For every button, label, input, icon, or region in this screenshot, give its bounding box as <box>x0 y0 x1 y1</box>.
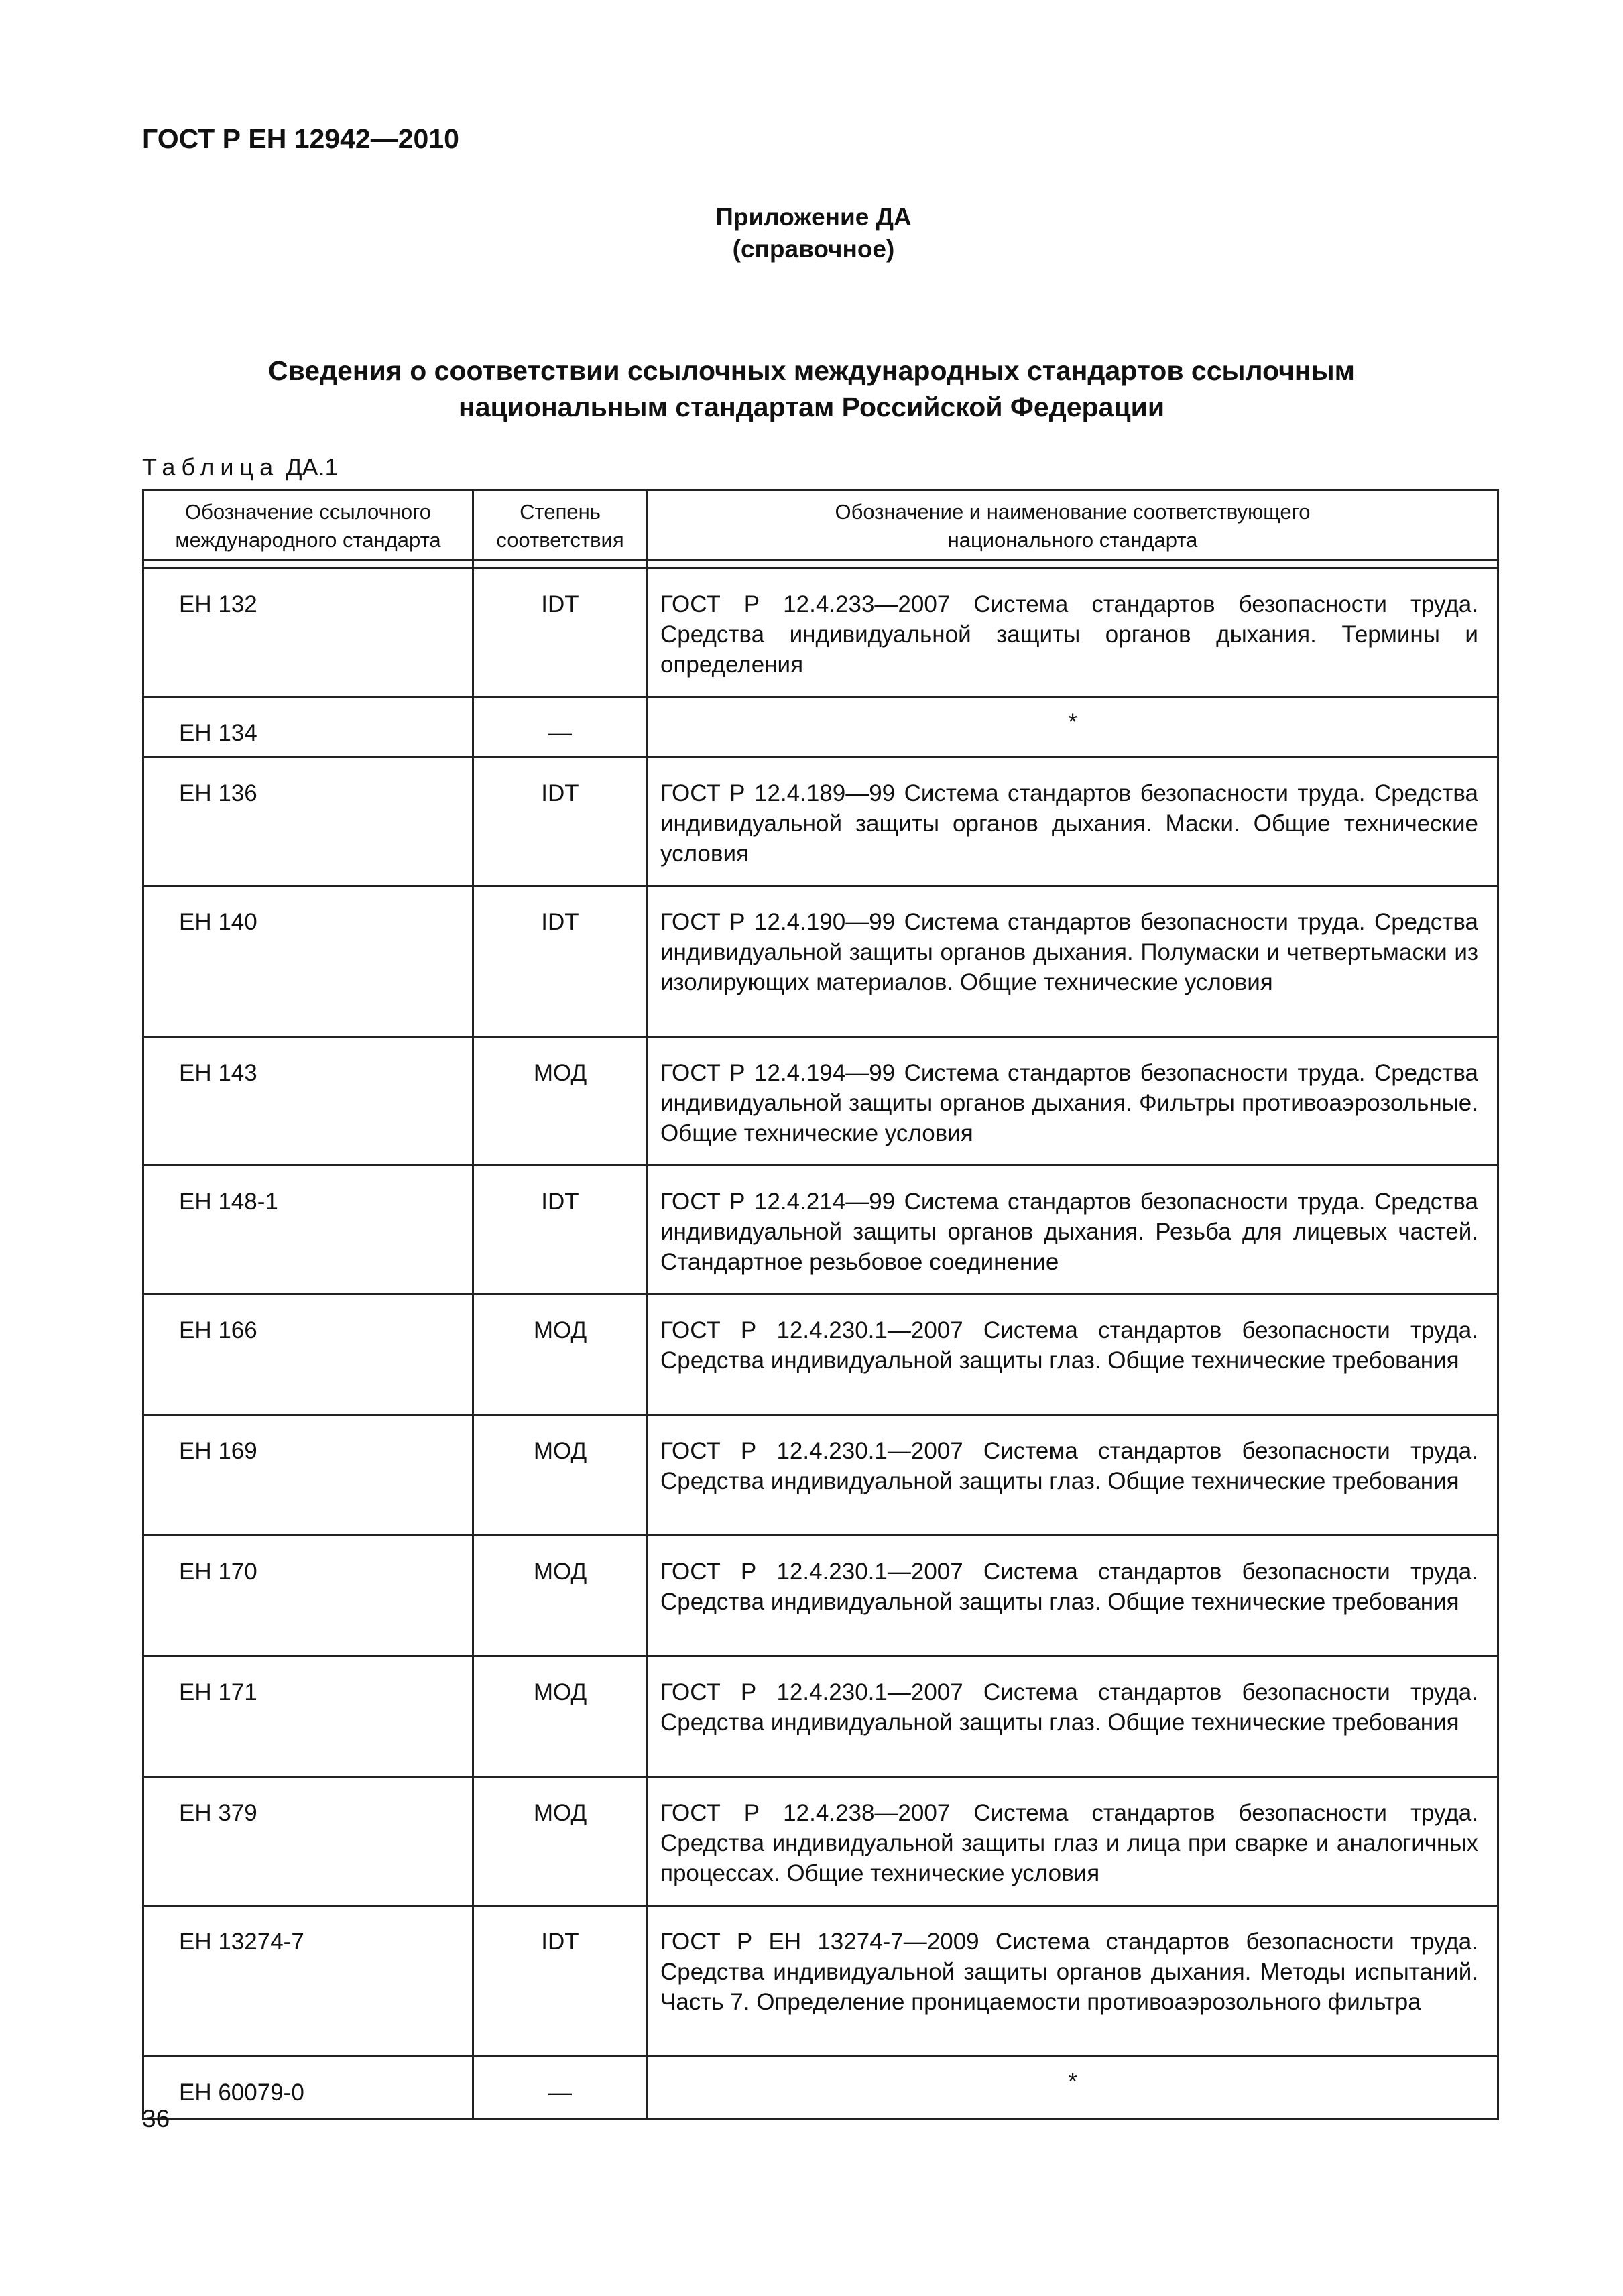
table-row <box>143 697 1498 758</box>
cell-international-standard: ЕН 379 <box>143 1777 473 1906</box>
cell-degree: МОД <box>473 1777 648 1906</box>
cell-international-standard: ЕН 134 <box>143 697 473 758</box>
cell-degree: IDT <box>473 568 648 697</box>
table-row <box>143 2057 1498 2120</box>
table-row <box>143 1037 1498 1166</box>
cell-national-standard: ГОСТ Р ЕН 13274-7—2009 Система стандартов безопасности труда. Средства индивидуальной защиты органов дыхания. Методы испытаний. Часть 7. Определение проницаемости противоаэрозольного фильтра <box>648 1906 1498 2057</box>
cell-international-standard: ЕН 170 <box>143 1536 473 1656</box>
table-body <box>143 560 1498 2120</box>
section-title <box>0 353 1623 425</box>
cell-national-standard: ГОСТ Р 12.4.230.1—2007 Система стандартов безопасности труда. Средства индивидуальной защиты глаз. Общие технические требования <box>648 1294 1498 1415</box>
cell-national-standard: * <box>648 2057 1498 2120</box>
standards-table <box>142 489 1499 2120</box>
cell-national-standard: ГОСТ Р 12.4.190—99 Система стандартов безопасности труда. Средства индивидуальной защиты органов дыхания. Полумаски и четвертьмаски из изолирующих материалов. Общие технические условия <box>648 886 1498 1037</box>
cell-degree: IDT <box>473 1166 648 1294</box>
cell-national-standard: * <box>648 697 1498 758</box>
table-caption-word: Таблица <box>142 453 280 481</box>
cell-national-standard: ГОСТ Р 12.4.230.1—2007 Система стандартов безопасности труда. Средства индивидуальной защиты глаз. Общие технические требования <box>648 1415 1498 1536</box>
cell-international-standard: ЕН 132 <box>143 568 473 697</box>
cell-degree: МОД <box>473 1415 648 1536</box>
cell-international-standard: ЕН 166 <box>143 1294 473 1415</box>
table-row <box>143 1656 1498 1777</box>
page-number: 36 <box>142 2105 170 2132</box>
cell-degree: IDT <box>473 886 648 1037</box>
cell-national-standard: ГОСТ Р 12.4.189—99 Система стандартов безопасности труда. Средства индивидуальной защиты органов дыхания. Маски. Общие технические условия <box>648 758 1498 886</box>
cell-national-standard: ГОСТ Р 12.4.214—99 Система стандартов безопасности труда. Средства индивидуальной защиты органов дыхания. Резьба для лицевых частей. Стандартное резьбовое соединение <box>648 1166 1498 1294</box>
section-title-line-2: национальным стандартам Российской Федерации <box>458 391 1165 422</box>
annex-heading <box>0 201 1623 265</box>
cell-degree: IDT <box>473 758 648 886</box>
cell-degree: МОД <box>473 1037 648 1166</box>
header-international-standard-line-2: международного стандарта <box>175 528 441 552</box>
cell-international-standard: ЕН 136 <box>143 758 473 886</box>
document-code: ГОСТ Р ЕН 12942—2010 <box>142 123 459 154</box>
header-spacer-row <box>143 560 1498 568</box>
table-row <box>143 1777 1498 1906</box>
table-caption-number: ДА.1 <box>286 453 339 481</box>
header-national-standard-line-1: Обозначение и наименование соответствующего <box>835 500 1311 524</box>
table-header-row <box>143 491 1498 560</box>
cell-national-standard: ГОСТ Р 12.4.194—99 Система стандартов безопасности труда. Средства индивидуальной защиты органов дыхания. Фильтры противоаэрозольные. Общие технические условия <box>648 1037 1498 1166</box>
cell-national-standard: ГОСТ Р 12.4.238—2007 Система стандартов безопасности труда. Средства индивидуальной защиты глаз и лица при сварке и аналогичных процессах. Общие технические условия <box>648 1777 1498 1906</box>
cell-national-standard: ГОСТ Р 12.4.233—2007 Система стандартов безопасности труда. Средства индивидуальной защиты органов дыхания. Термины и определения <box>648 568 1498 697</box>
table-row <box>143 1294 1498 1415</box>
header-degree-line-2: соответствия <box>496 528 624 552</box>
spacer-cell <box>143 560 473 568</box>
table-row <box>143 1906 1498 2057</box>
cell-degree: МОД <box>473 1656 648 1777</box>
table-row <box>143 1415 1498 1536</box>
cell-international-standard: ЕН 60079-0 <box>143 2057 473 2120</box>
cell-international-standard: ЕН 169 <box>143 1415 473 1536</box>
table-row <box>143 568 1498 697</box>
cell-degree: МОД <box>473 1536 648 1656</box>
header-degree-line-1: Степень <box>520 500 601 524</box>
cell-international-standard: ЕН 171 <box>143 1656 473 1777</box>
section-title-line-1: Сведения о соответствии ссылочных международных стандартов ссылочным <box>268 355 1355 386</box>
cell-national-standard: ГОСТ Р 12.4.230.1—2007 Система стандартов безопасности труда. Средства индивидуальной защиты глаз. Общие технические требования <box>648 1536 1498 1656</box>
cell-degree: МОД <box>473 1294 648 1415</box>
table-row <box>143 758 1498 886</box>
spacer-cell <box>648 560 1498 568</box>
cell-degree: — <box>473 697 648 758</box>
cell-degree: IDT <box>473 1906 648 2057</box>
spacer-cell <box>473 560 648 568</box>
header-degree <box>473 491 648 560</box>
table-row <box>143 1536 1498 1656</box>
table-caption <box>142 453 339 481</box>
header-international-standard-line-1: Обозначение ссылочного <box>185 500 431 524</box>
annex-title: Приложение ДА <box>715 203 912 231</box>
header-national-standard-line-2: национального стандарта <box>947 528 1198 552</box>
header-international-standard <box>143 491 473 560</box>
table-row <box>143 1166 1498 1294</box>
cell-international-standard: ЕН 140 <box>143 886 473 1037</box>
table-row <box>143 886 1498 1037</box>
cell-international-standard: ЕН 143 <box>143 1037 473 1166</box>
cell-international-standard: ЕН 13274-7 <box>143 1906 473 2057</box>
cell-international-standard: ЕН 148-1 <box>143 1166 473 1294</box>
cell-degree: — <box>473 2057 648 2120</box>
cell-national-standard: ГОСТ Р 12.4.230.1—2007 Система стандартов безопасности труда. Средства индивидуальной защиты глаз. Общие технические требования <box>648 1656 1498 1777</box>
annex-subtitle: (справочное) <box>732 235 895 263</box>
header-national-standard <box>648 491 1498 560</box>
